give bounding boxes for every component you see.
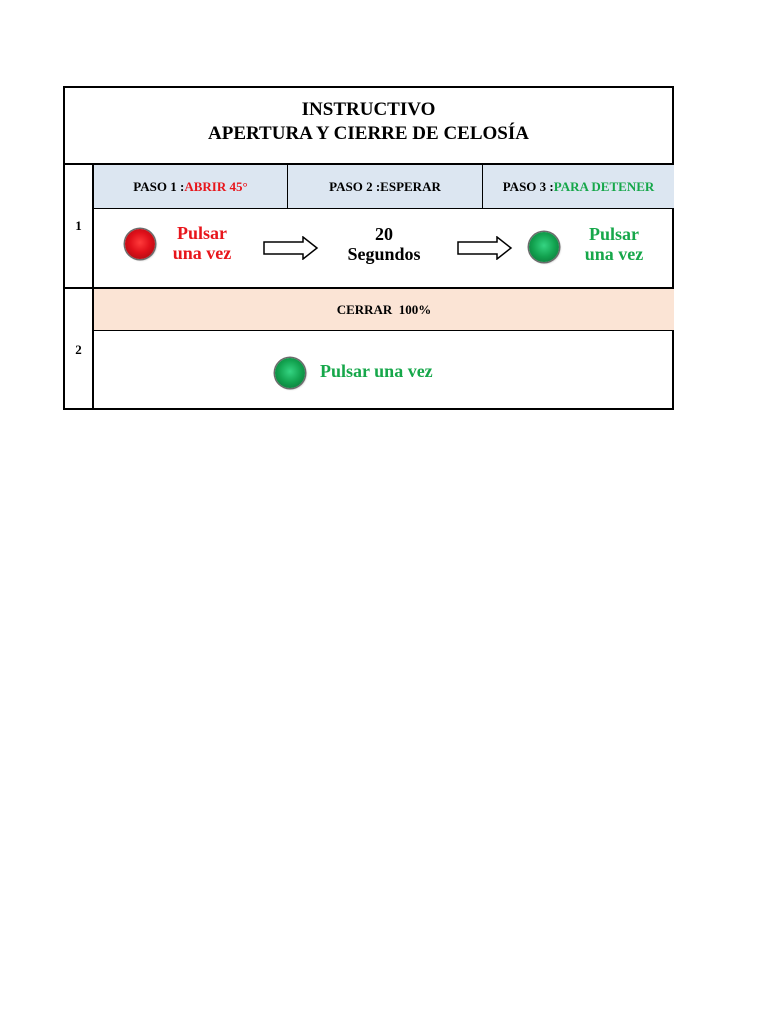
press-red-text [162,223,242,263]
close-press-text: Pulsar una vez [320,361,433,381]
green-push-button-icon [275,358,305,388]
step-3-action: PARA DETENER [553,178,655,194]
step-2-action: ESPERAR [380,178,441,194]
close-header: CERRAR 100% [94,289,674,331]
row-number-2: 2 [65,289,94,410]
instruction-sheet [63,86,674,410]
step-3-cell [483,165,674,208]
press-green-line-1: Pulsar [588,224,639,244]
sheet-title [65,88,672,165]
step-3-prefix: PASO 3 : [502,178,554,194]
step-2-cell [288,165,483,208]
press-green-line-2: una vez [584,244,644,264]
step-1-cell [94,165,288,208]
green-push-button-icon [529,232,559,262]
step-1-prefix: PASO 1 : [133,178,185,194]
press-red-line-1: Pulsar [176,223,227,243]
steps-header [94,165,674,209]
step-2-prefix: PASO 2 : [329,178,381,194]
press-red-line-2: una vez [172,243,232,263]
title-line-2: APERTURA Y CIERRE DE CELOSÍA [208,123,529,144]
row-2-body [94,331,674,410]
wait-line-2: Segundos [347,244,421,264]
wait-text [339,224,429,264]
step-1-action: ABRIR 45° [184,178,248,194]
press-green-text [574,224,654,264]
red-push-button-icon [125,229,155,259]
row-number-1: 1 [65,165,94,289]
wait-line-1: 20 [375,224,393,244]
row-1-body [94,209,674,289]
arrow-right-icon [457,236,513,260]
arrow-right-icon [263,236,319,260]
title-line-1: INSTRUCTIVO [301,99,436,120]
